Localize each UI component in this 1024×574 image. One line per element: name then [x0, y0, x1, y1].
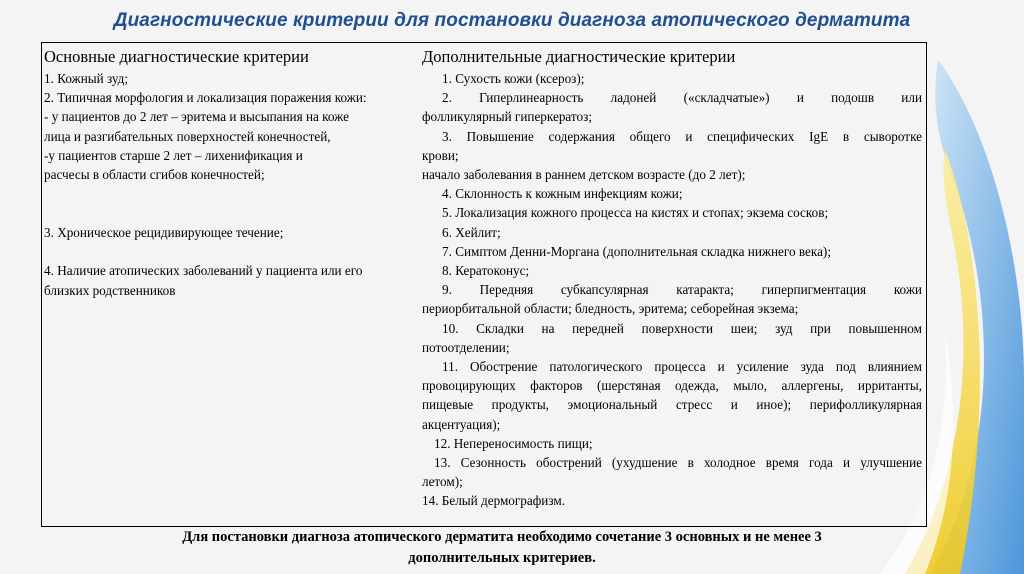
list-item: 1. Сухость кожи (ксероз); [442, 71, 585, 86]
list-item: расчесы в области сгибов конечностей; [44, 167, 265, 183]
list-item: 4. Наличие атопических заболеваний у пациента или его [44, 263, 363, 279]
list-item: 5. Локализация кожного процесса на кистях и стопах; экзема сосков; [442, 205, 829, 221]
criteria-table [41, 42, 927, 527]
list-item: 12. Непереносимость пищи; [434, 435, 593, 451]
list-item: 14. Белый дермографизм. [422, 493, 566, 509]
list-item: 11. Обострение патологического процесса и усиление зуда под влиянием [442, 359, 922, 375]
additional-criteria-header: Дополнительные диагностические критерии [422, 47, 736, 66]
main-criteria-header: Основные диагностические критерии [44, 47, 309, 66]
main-criteria-column [44, 47, 416, 300]
footer-line: дополнительных критериев. [408, 550, 596, 566]
list-item: 2. Типичная морфология и локализация поражения кожи: [44, 90, 367, 106]
list-item: 7. Симптом Денни-Моргана (дополнительная складка нижнего века); [442, 243, 831, 259]
list-item: 6. Хейлит; [442, 224, 501, 240]
list-item: близких родственников [44, 282, 176, 298]
list-item: летом); [422, 474, 463, 490]
list-item: - у пациентов до 2 лет – эритема и высыпания на коже [44, 109, 349, 125]
list-item: 3. Повышение содержания общего и специфических IgE в сыворотке [442, 128, 922, 144]
list-item: периорбитальной области; бледность, эритема; себорейная экзема; [422, 301, 799, 317]
list-item: начало заболевания в раннем детском возрасте (до 2 лет); [422, 167, 746, 183]
footer-line: Для постановки диагноза атопического дерматита необходимо сочетание 3 основных и не менее 3 [182, 529, 822, 545]
additional-criteria-column [422, 47, 922, 511]
list-item: 2. Гиперлинеарность ладоней («складчатые») и подошв или [442, 90, 922, 106]
list-item: -у пациентов старше 2 лет – лихенификация и [44, 147, 303, 163]
list-item: 9. Передняя субкапсулярная катаракта; гиперпигментация кожи [442, 282, 922, 298]
page-title: Диагностические критерии для постановки диагноза атопического дерматита [113, 10, 911, 31]
list-item: 8. Кератоконус; [442, 263, 530, 279]
list-item: 1. Кожный зуд; [44, 71, 129, 86]
list-item: 4. Склонность к кожным инфекциям кожи; [442, 186, 683, 202]
list-item: 3. Хроническое рецидивирующее течение; [44, 225, 284, 241]
list-item: лица и разгибательных поверхностей конечностей, [44, 128, 331, 144]
list-item: фолликулярный гиперкератоз; [422, 109, 592, 125]
list-item: потоотделении; [422, 339, 510, 355]
footer-note [60, 527, 944, 569]
list-item: пищевые продукты, эмоциональный стресс и иное); перифолликулярная [422, 397, 922, 413]
list-item: провоцирующих факторов (шерстяная одежда, мыло, аллергены, ирританты, [422, 378, 922, 394]
list-item: акцентуация); [422, 416, 501, 432]
list-item: 13. Сезонность обострений (ухудшение в холодное время года и улучшение [434, 455, 922, 471]
list-item: 10. Складки на передней поверхности шеи; зуд при повышенном [442, 320, 922, 336]
list-item: крови; [422, 147, 459, 163]
